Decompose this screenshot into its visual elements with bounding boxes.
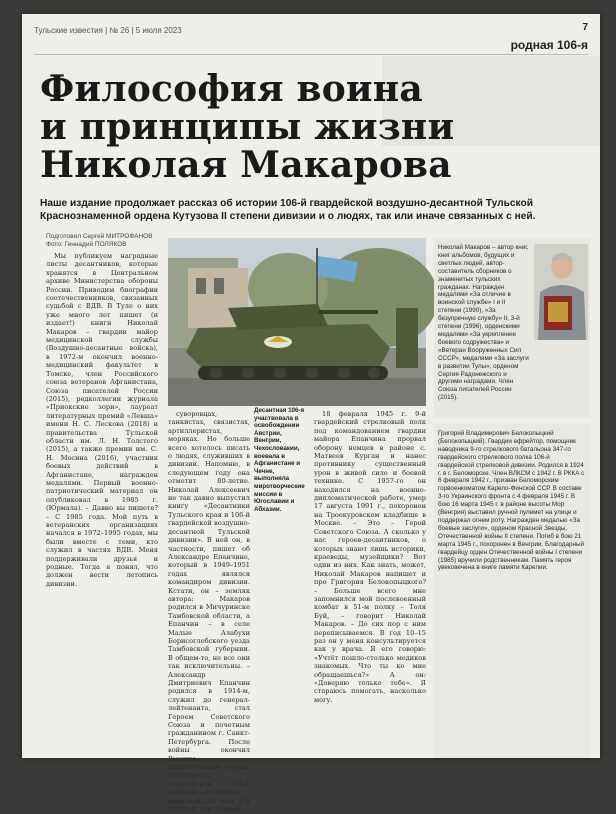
photo-credit: Фото: Геннадий ПОЛЯКОВ — [46, 241, 127, 248]
text-column-1 — [46, 252, 158, 752]
page-header — [34, 22, 588, 34]
award-sheet-text: Григорий Владимирович Белокопыцкий (Белокопыцкий). Гвардии ефрейтор, помощник наводчика 9-го стрелкового батальона 347-го гвардейского стрелкового полка 106-й гвардейской стрелковой дивизии. Родился в 1924 г. в г. Беломорске. Член ВЛКСМ с 1942 г. В РККА с 6 февраля 1942 г., призван Беломорским горвоенкоматом Карело-Финской ССР. В составе 3-го Украинского фронта с 4 февраля 1945 г. В бою 16 марта 1945 г. в районе высоты Мор (Венгрия) выставил ручной пулемет на улице и поддержал огнем роту. Награжден медалью «За боевые заслуги», орденом Красной Звезды, Отечественной войны II степени. Погиб в бою 21 марта 1945 г., похоронен в Венгрии. Благодарный гвардейцу орден Отечественной войны I степени (1985) вручили родственникам. Память героя увековечена в книге памяти Карелии. — [438, 430, 585, 572]
award-sheet-sidebar — [434, 424, 590, 758]
author-bio: Николай Макаров – автор книг, книг альбомов, будущих и светлых людей, автор-составитель сборников о знаменитых тульских гражданах. Награжден медалями «За отличие в воинской службе» I и II степени (1990), «За безупречную службу» II, 3-й степени (1996), орденскими медалями «За укрепление боевого содружества» и «Ветеран Вооруженных Сил СССР», медалями «За заслуги в развитии Тулы», орденом Сергия Радонежского и другими наградами. Член Союза писателей России (2015). — [438, 244, 529, 402]
text-column-3 — [314, 410, 426, 752]
portrait-image — [534, 244, 588, 340]
author-portrait — [534, 244, 588, 340]
page-number: 7 — [582, 22, 588, 33]
newspaper-page — [22, 14, 600, 814]
armored-vehicle-photo — [168, 238, 426, 406]
header-divider — [34, 54, 588, 55]
headline-line-1: Философия воина — [40, 68, 423, 110]
headline-line-3: Николая Макарова — [40, 144, 452, 186]
headline-line-2: и принципы жизни — [40, 106, 455, 148]
text-column-2 — [168, 410, 250, 814]
author-credit: Подготовил Сергей МИТРОФАНОВ — [46, 233, 153, 240]
article-photo — [168, 238, 426, 406]
column-text: Мы публикуем наградные листы десантников, которые хранятся в Центральном архиве Министерства обороны России. Приводим биографии соотечественников, связанных судьбой с ВДВ. В Туле о них уже много лет пишет (и издает!) книги Николай Макаров – гвардии майор медицинской службы (Воздушно-десантные войска), в 1972-м окончил военно-медицинский факультет в Томске, член Российского союза ветеранов Афганистана, Союза писателей России (2015), редколлегии журнала «Приокские зори», лауреат литературных премий «Левша» имени Н. С. Лескова (2018) и правительства Тульской области им. Л. Н. Толстого (2015), а также премии им. С. Н. Мосина (2016), участник боевых действий в Афганистане, награжден медалями. Первый военно-патриотический материал он опубликовал в 1985 г. (Юрмала). – Давно вы пишете? – С 1985 года. Мой путь в ветеранских организациях начался в 1972–1995 годах, мы были вместе с теми, кто служил в частях ВДВ. Меня поддерживали друзья и родные. Тогда я понял, что должен вести летопись дивизии. — [46, 252, 158, 588]
column-text: суворовцах, танкистах, связистах, артиллеристах, моряках. Но больше всего хотелось писать о людях, служивших в дивизии. Напомню, в следующем году она отметит 80-летие. Николай Алексеевич не так давно выпустил книгу «Десантники Тульского края и 106-й гвардейской воздушно-десантной Тульской дивизии». В ней он, в частности, пишет об Александре Епанчине, который в 1949–1951 годах являлся командиром дивизии. Кстати, он – земляк автора: Макаров родился в Мичуринске Тамбовской области, а Епанчин – в селе Малые Алабухи Борисоглебского уезда Тамбовской губернии. В общем-то, не все они так исключительны. – Александр Дмитриевич Епанчин родился в 1914-м, служил до генерал-лейтенанта, стал Героем Советского Союза и почетным гражданином г. Санкт-Петербурга. После войны окончил Высшие академические курсы, командовал гвардейской 106-й воздушно-десантной дивизией (29 лет), 4-й гвардейской армией. — [168, 410, 250, 814]
photo-caption: Десантная 106-я участвовала в освобождении Австрии, Венгрии, Чехословакии, воевала в Афганистане и Чечне, выполняла миротворческие миссии в Югославии и Абхазии. — [254, 407, 305, 513]
author-sidebar — [434, 238, 590, 418]
article-credits — [46, 233, 153, 249]
issue-meta: Тульские известия | № 26 | 5 июля 2023 — [34, 26, 182, 35]
headline — [40, 70, 580, 184]
article-lead: Наше издание продолжает рассказ об истории 106-й гвардейской воздушно-десантной Тульской Краснознаменной ордена Кутузова II степени дивизии и о людях, так или иначе связанных с ней. — [40, 198, 536, 222]
column-text: 18 февраля 1945 г. 9-й гвардейский стрелковый полк под командованием гвардии майора Епанчина прорвал оборону немцев в районе с. Матвеев Курган и нанес противнику существенный урон в живой силе и боевой технике. С 1957-го он находился на военно-дипломатической работе, умер 17 августа 1991 г., похоронен на Троекуровском кладбище в Москве. – Это – Герой Советского Союза. А сколько у нас героев-десантников, о которых знают лишь историки, краеведы, музейщики? Вот один из них. Как знать, может, Николай Макаров напишет и про Григория Белокопыцкого? – Больше всего мне запомнился мой послевоенный комбат в 51-м полку – Толя Буй, – говорит Николай Макаров. – До сих пор с ним переписываемся. В год 10–15 раз он у меня консультируется как у врача. Я его говорю: «Учтёт пошло-столько медиков знакомых. Что ты ко мне обращаешься?» А он: «Доверяю только тебе». Я стараюсь помогать, насколько могу. — [314, 410, 426, 704]
section-rubric: родная 106-я — [510, 38, 588, 52]
